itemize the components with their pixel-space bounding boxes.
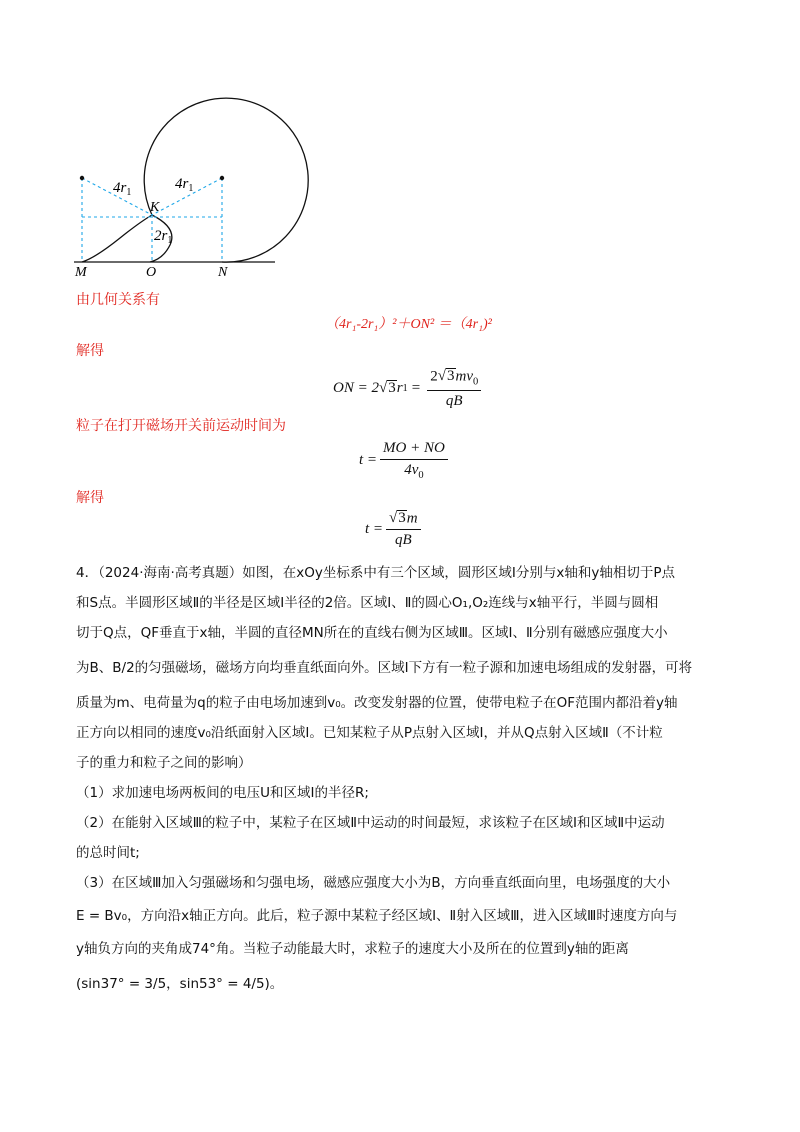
left-arc [82, 215, 152, 262]
label-right-len: $4r_1$ [175, 176, 194, 194]
on-fraction: 2 √ 3 $mv_0$ qB [427, 368, 481, 409]
problem-line-5: 质量为m、电荷量为q的粒子由电场加速到v₀。改变发射器的位置，使带电粒子在OF范围内都沿着y轴 [76, 695, 678, 711]
label-mid-len: $2r_1$ [154, 228, 173, 246]
problem-line-4: 为B、B/2的匀强磁场，磁场方向均垂直纸面向外。区域Ⅰ下方有一粒子源和加速电场组成的发射器，可将 [76, 660, 693, 676]
equation-on: ON = 2 √ 3 r 1 = 2 √ 3 $mv_0$ qB [333, 368, 484, 409]
label-m: M [75, 265, 87, 280]
left-center-dot [80, 176, 84, 180]
right-center-dot [220, 176, 224, 180]
question-3c: y轴负方向的夹角成74°角。当粒子动能最大时，求粒子的速度大小及所在的位置到y轴的距离 [76, 941, 629, 957]
solve-label-2: 解得 [76, 490, 104, 506]
question-3b: E = Bv₀，方向沿x轴正方向。此后，粒子源中某粒子经区域Ⅰ、Ⅱ射入区域Ⅲ，进入区域Ⅲ时速度方向与 [76, 908, 678, 924]
label-o: O [146, 265, 157, 280]
time-label: 粒子在打开磁场开关前运动时间为 [76, 418, 286, 434]
equation-pythagoras: （4r₁-2r₁）²＋ON² ＝（4r₁)² [325, 317, 492, 332]
problem-line-3: 切于Q点，QF垂直于x轴，半圆的直径MN所在的直线右侧为区域Ⅲ。区域Ⅰ、Ⅱ分别有磁感应强度大小 [76, 625, 668, 641]
problem-4 [76, 558, 736, 1004]
on-lhs: ON = 2 [333, 380, 379, 397]
t2-fraction: √ 3 m qB [386, 510, 421, 548]
question-2a: （2）在能射入区域Ⅲ的粒子中，某粒子在区域Ⅱ中运动的时间最短，求该粒子在区域Ⅰ和区域Ⅱ中运动 [76, 815, 665, 831]
problem-line-6: 正方向以相同的速度v₀沿纸面射入区域Ⅰ。已知某粒子从P点射入区域Ⅰ，并从Q点射入区域Ⅱ（不计粒 [76, 725, 663, 741]
label-n: N [218, 265, 228, 280]
label-left-len: $4r_1$ [113, 180, 132, 198]
equation-t-result: t = √ 3 m qB [365, 510, 424, 548]
on-r: r [396, 380, 403, 397]
on-sqrt: √ 3 [378, 380, 396, 397]
question-1: （1）求加速电场两板间的电压U和区域Ⅰ的半径R; [76, 785, 369, 801]
geom-relation-label: 由几何关系有 [76, 292, 160, 308]
equation-t: t = $\frac{MO + NO}{4v_0}$ [359, 440, 451, 481]
geometry-figure [0, 0, 800, 285]
solve-label-1: 解得 [76, 343, 104, 359]
label-k: K [150, 200, 160, 215]
question-2b: 的总时间t; [76, 845, 140, 861]
t-fraction: $\frac{MO + NO}{4v_0}$ [380, 440, 448, 481]
problem-line-2: 和S点。半圆形区域Ⅱ的半径是区域Ⅰ半径的2倍。区域Ⅰ、Ⅱ的圆心O₁,O₂连线与x轴平行，半圆与圆相 [76, 595, 659, 611]
question-3a: （3）在区域Ⅲ加入匀强磁场和匀强电场，磁感应强度大小为B，方向垂直纸面向里，电场强度的大小 [76, 875, 671, 891]
problem-line-7: 子的重力和粒子之间的影响） [76, 755, 252, 771]
question-3d: (sin37° = 3/5，sin53° = 4/5)。 [76, 976, 284, 992]
problem-line-1: 4．（2024·海南·高考真题）如图，在xOy坐标系中有三个区域，圆形区域Ⅰ分别与x轴和y轴相切于P点 [76, 565, 675, 581]
